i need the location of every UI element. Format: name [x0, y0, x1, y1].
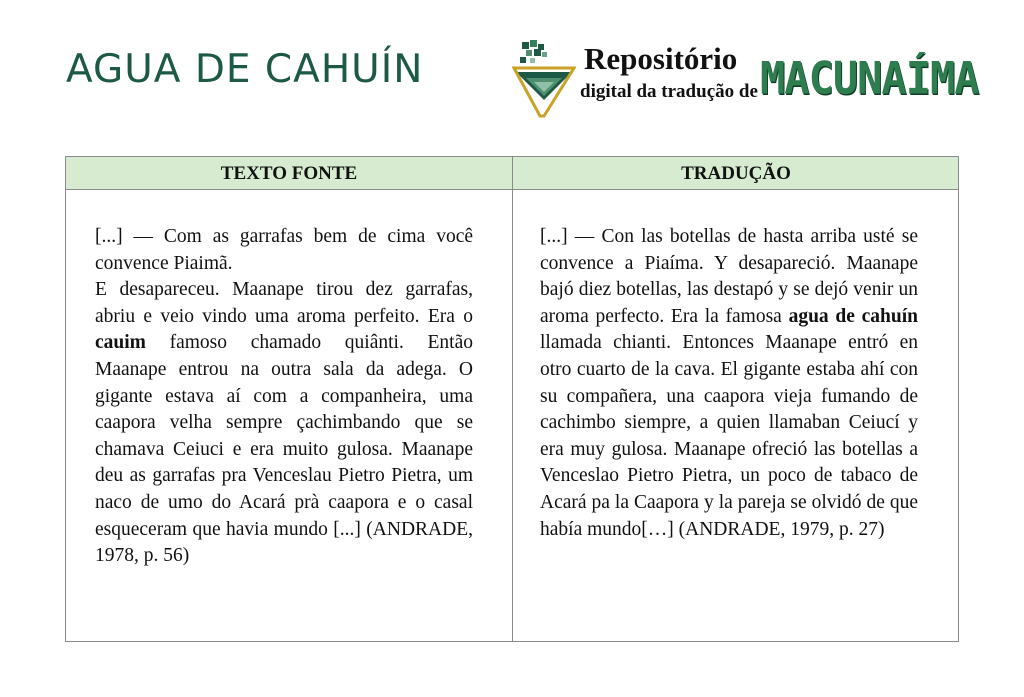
source-paragraph-1: [...] — Com as garrafas bem de cima você convence Piaimã.: [95, 226, 473, 274]
source-text-cell: [95, 224, 473, 570]
translation-text-end: llamada chianti. Entonces Maanape entró en otro cuarto de la cava. El gigante estaba ahí con su compañera, una caapora vieja fumando de cachimbo siempre, a quien llamaban Ceiucí y era muy gulosa. Maanape ofreció las botellas a Venceslao Pietro Pietra, un poco de tabaco de Acará pa la Caapora y la pareja se olvidó de que había mundo[…] (ANDRADE, 1979, p. 27): [540, 332, 918, 540]
logo-macunaima-text: MACUNAÍMA: [760, 52, 979, 105]
logo-subtitle-text: digital da tradução de: [580, 81, 758, 102]
header-source-text: TEXTO FONTE: [220, 163, 358, 184]
logo-repositorio-text: Repositório: [584, 41, 738, 76]
source-paragraph-2-end: famoso chamado quiânti. Então Maanape entrou na outra sala da adega. O gigante estava aí com a companheira, uma caapora velha sempre çachimbando que se chamava Ceiuci e era muito gulosa. Maanape deu as garrafas pra Venceslau Pietro Pietra, um naco de umo do Acará prà caapora e o casal esqueceram que havia mundo [...] (ANDRADE, 1978, p. 56): [95, 332, 473, 567]
logo-emblem-icon: [512, 38, 576, 118]
source-bold-term: cauim: [95, 332, 146, 354]
column-divider: [512, 157, 513, 641]
translation-text-start: [...] — Con las botellas de hasta arriba usté se convence a Piaíma. Y desapareció. Maanape bajó diez botellas, las destapó y se dejó venir un aroma perfecto. Era la famosa: [540, 226, 918, 327]
repository-logo: [512, 38, 979, 120]
header-translation: TRADUÇÃO: [681, 163, 791, 184]
source-paragraph-2-start: E desapareceu. Maanape tirou dez garrafas, abriu e veio vindo uma aroma perfeito. Era o: [95, 279, 473, 327]
translation-bold-term: agua de cahuín: [788, 305, 918, 327]
page-title: AGUA DE CAHUÍN: [66, 47, 424, 92]
comparison-table: [65, 156, 959, 642]
translation-text-cell: [540, 224, 918, 543]
